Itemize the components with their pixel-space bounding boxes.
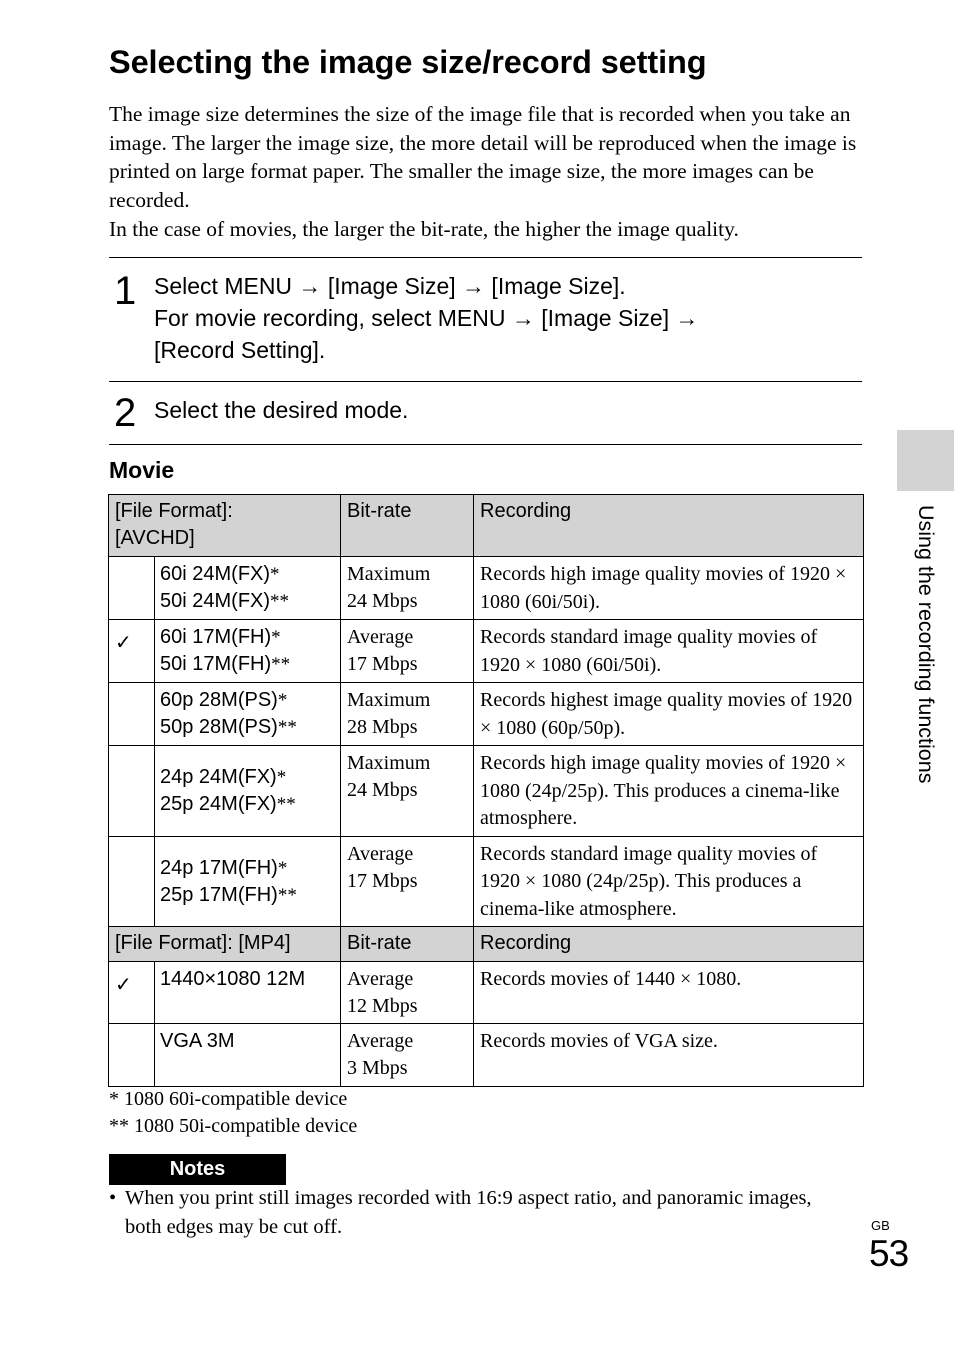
step-1-line-2: For movie recording, select MENU → [Image Size] → <box>154 305 699 331</box>
mode-cell <box>155 962 341 1024</box>
step-1-line-1: Select MENU → [Image Size] → [Image Size]. <box>154 273 626 299</box>
bitrate-value: 3 Mbps <box>347 1057 408 1079</box>
note-item <box>109 1184 829 1241</box>
footnote-mark: ** <box>271 654 291 675</box>
notes-label: Notes <box>109 1154 286 1185</box>
bitrate-type: Average <box>347 626 414 648</box>
step-2-text <box>154 394 408 426</box>
recording-description: Records standard image quality movies of 1920 × 1080 (24p/25p). This produces a cinema-like atmosphere. <box>474 836 864 927</box>
table-row <box>109 746 864 837</box>
section-side-label: Using the recording functions <box>914 505 938 784</box>
table-row <box>109 836 864 927</box>
table-row <box>109 1024 864 1087</box>
bitrate-type: Average <box>347 842 414 865</box>
table-header-mp4 <box>109 927 864 962</box>
table-row <box>109 620 864 683</box>
table-row <box>109 683 864 746</box>
mode-name: 60i 17M(FH) <box>160 626 272 648</box>
check-icon: ✓ <box>115 632 132 654</box>
movie-heading: Movie <box>109 457 175 483</box>
mode-name: 50p 28M(PS) <box>160 716 278 738</box>
mode-name: 60p 28M(PS) <box>160 689 278 711</box>
step-1-number: 1 <box>114 269 137 313</box>
header-file-format-mp4: [File Format]: [MP4] <box>109 927 341 962</box>
header-file-format-avchd <box>109 495 341 557</box>
bitrate-type: Average <box>347 968 414 990</box>
header-format-line-2: [AVCHD] <box>115 527 195 549</box>
step-2-number: 2 <box>114 391 137 435</box>
default-check-cell <box>109 746 155 837</box>
divider-top <box>109 257 862 258</box>
footnote-2: ** 1080 50i-compatible device <box>109 1115 358 1137</box>
default-check-cell <box>109 620 155 683</box>
note-text: When you print still images recorded with 16:9 aspect ratio, and panoramic images, both edges may be cut off. <box>125 1187 812 1238</box>
mode-name: 25p 17M(FH) <box>160 883 278 906</box>
bitrate-cell <box>341 836 474 927</box>
bitrate-value: 24 Mbps <box>347 590 418 612</box>
mode-cell <box>155 746 341 837</box>
bitrate-value: 28 Mbps <box>347 716 418 738</box>
mode-cell <box>155 557 341 620</box>
header-bitrate: Bit-rate <box>341 927 474 962</box>
footnote-mark: * <box>277 690 288 711</box>
mode-cell <box>155 836 341 927</box>
intro-paragraph-1: The image size determines the size of the image file that is recorded when you take an image. The larger the image size, the more detail will be reproduced when the image is printed on large format paper. The smaller the image size, the more images can be recorded. <box>109 102 857 213</box>
divider-bottom <box>109 444 862 445</box>
recording-description: Records standard image quality movies of 1920 × 1080 (60i/50i). <box>474 620 864 683</box>
step-2-line-1: Select the desired mode. <box>154 397 409 423</box>
recording-description: Records high image quality movies of 1920 × 1080 (60i/50i). <box>474 557 864 620</box>
header-bitrate: Bit-rate <box>341 495 474 557</box>
footnote-mark: * <box>276 767 287 789</box>
header-recording: Recording <box>474 927 864 962</box>
bitrate-value: 17 Mbps <box>347 653 418 675</box>
mode-name: 50i 24M(FX) <box>160 590 271 612</box>
mode-name: 24p 17M(FH) <box>160 856 278 879</box>
footnote-mark: ** <box>276 794 296 816</box>
recording-description: Records movies of 1440 × 1080. <box>474 962 864 1024</box>
region-code: GB <box>871 1218 890 1233</box>
bitrate-value: 17 Mbps <box>347 869 418 892</box>
bitrate-type: Average <box>347 1030 414 1052</box>
bitrate-type: Maximum <box>347 689 431 711</box>
bullet: • <box>109 1187 117 1209</box>
recording-description: Records high image quality movies of 1920 × 1080 (24p/25p). This produces a cinema-like atmosphere. <box>474 746 864 837</box>
footnote-mark: * <box>271 627 281 648</box>
footnote-1: * 1080 60i-compatible device <box>109 1088 348 1110</box>
bitrate-cell <box>341 1024 474 1087</box>
bitrate-type: Maximum <box>347 752 431 774</box>
footnote-mark: ** <box>277 884 297 906</box>
default-check-cell <box>109 836 155 927</box>
mode-name: VGA 3M <box>160 1030 235 1052</box>
mode-name: 24p 24M(FX) <box>160 766 277 789</box>
bitrate-cell <box>341 620 474 683</box>
section-tab <box>897 430 954 491</box>
bitrate-type: Maximum <box>347 563 431 585</box>
table-row <box>109 557 864 620</box>
mode-name: 1440×1080 12M <box>160 968 306 990</box>
default-check-cell <box>109 962 155 1024</box>
table-header-avchd <box>109 495 864 557</box>
page-number: 53 <box>869 1233 909 1274</box>
default-check-cell <box>109 557 155 620</box>
mode-cell <box>155 1024 341 1087</box>
footnote-mark: * <box>277 857 288 879</box>
mode-cell <box>155 620 341 683</box>
bitrate-value: 24 Mbps <box>347 779 418 801</box>
mode-name: 50i 17M(FH) <box>160 653 272 675</box>
page-title: Selecting the image size/record setting <box>109 44 707 80</box>
footnote-mark: ** <box>277 717 297 738</box>
table-row <box>109 962 864 1024</box>
default-check-cell <box>109 683 155 746</box>
bitrate-cell <box>341 557 474 620</box>
intro-text <box>109 100 869 244</box>
recording-description: Records movies of VGA size. <box>474 1024 864 1087</box>
header-recording: Recording <box>474 495 864 557</box>
intro-paragraph-2: In the case of movies, the larger the bit-rate, the higher the image quality. <box>109 216 739 241</box>
recording-description: Records highest image quality movies of 1920 × 1080 (60p/50p). <box>474 683 864 746</box>
mode-name: 60i 24M(FX) <box>160 563 271 585</box>
step-1-text <box>154 270 699 366</box>
footnote-mark: ** <box>270 591 290 612</box>
mode-name: 25p 24M(FX) <box>160 793 277 816</box>
divider-step <box>109 381 862 382</box>
footnote-mark: * <box>270 564 280 585</box>
header-format-line-1: [File Format]: <box>115 500 233 522</box>
step-1-line-3: [Record Setting]. <box>154 337 326 363</box>
mode-cell <box>155 683 341 746</box>
bitrate-cell <box>341 746 474 837</box>
movie-mode-table <box>108 494 864 1087</box>
bitrate-cell <box>341 962 474 1024</box>
bitrate-cell <box>341 683 474 746</box>
bitrate-value: 12 Mbps <box>347 995 418 1017</box>
default-check-cell <box>109 1024 155 1087</box>
check-icon: ✓ <box>115 974 132 996</box>
